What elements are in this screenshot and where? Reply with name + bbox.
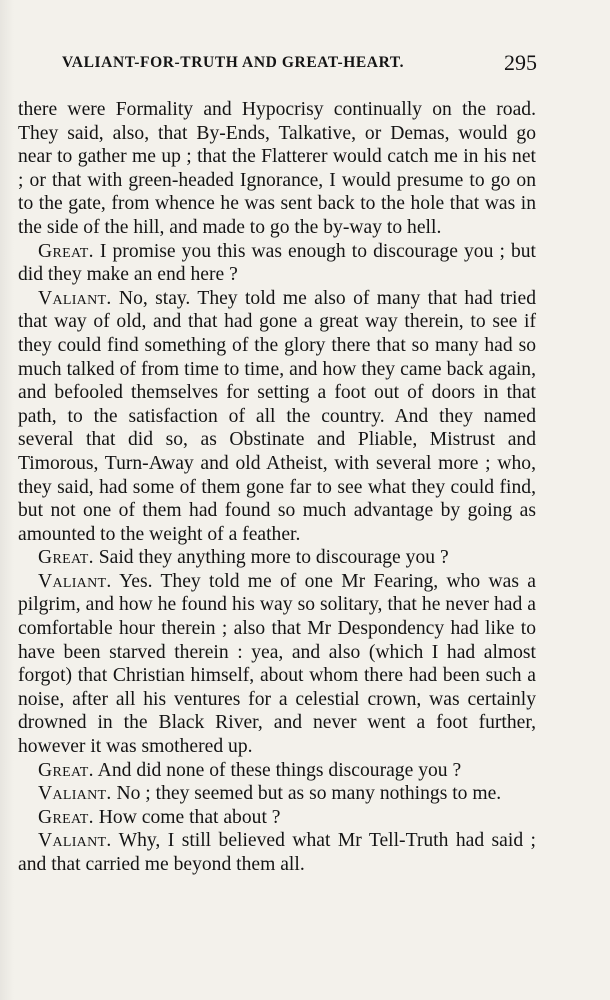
dialogue-paragraph [18,829,536,876]
speaker-name: Great. [38,547,94,569]
paragraph-text: Why, I still believed what Mr Tell-Truth had said ; and that carried me beyond them all. [18,830,536,875]
dialogue-paragraph [18,240,536,287]
paragraph-text: I promise you this was enough to discourage you ; but did they make an end here ? [18,240,536,286]
speaker-name: Valiant. [38,287,112,309]
body-text [18,98,536,877]
paragraph-text: How come that about ? [93,806,281,828]
running-head [62,50,537,78]
paragraph-text: there were Formality and Hypocrisy continually on the road. They said, also, that By-Ends, Talkative, or Demas, would go near to gather me up ; that the Flatterer would catch me in his net ; or that with green-headed Ignorance, I would presume to go on to the gate, from whence he was sent back to the hole that was in the side of the hill, and made to go the by-way to hell. [18,99,536,238]
speaker-name: Great. [38,240,94,262]
paragraph-text: And did none of these things discourage you ? [93,759,462,781]
speaker-name: Valiant. [38,570,112,592]
dialogue-paragraph [18,546,536,570]
dialogue-paragraph [18,287,536,547]
speaker-name: Valiant. [38,783,112,805]
paragraph-text: Yes. They told me of one Mr Fearing, who was a pilgrim, and how he found his way so solitary, that he never had a comfortable hour therein ; also that Mr Despondency had like to have been starved therein : yea, and also (which I had almost forgot) that Christian himself, about whom there had been such a noise, after all his ventures for a celestial crown, was certainly drowned in the Black River, and never went a foot further, however it was smothered up. [18,570,536,758]
dialogue-paragraph [18,806,536,830]
dialogue-paragraph [18,782,536,806]
speaker-name: Great. [38,759,94,781]
speaker-name: Valiant. [38,830,112,852]
paragraph-continuation [18,98,536,240]
page-number: 295 [504,50,537,75]
dialogue-paragraph [18,570,536,759]
speaker-name: Great. [38,806,94,828]
paragraph-text: No ; they seemed but as so many nothings to me. [111,783,502,805]
running-title: VALIANT-FOR-TRUTH AND GREAT-HEART. [62,54,405,71]
paragraph-text: Said they anything more to discourage you ? [93,547,449,569]
dialogue-paragraph [18,759,536,783]
paragraph-text: No, stay. They told me also of many that had tried that way of old, and that had gone a great way therein, to see if they could find something of the glory there that so many had so much talked of from time to time, and how they came back again, and befooled themselves for setting a foot out of doors in that path, to the satisfaction of all the country. And they named several that did so, as Obstinate and Pliable, Mistrust and Timorous, Turn-Away and old Atheist, with several more ; who, they said, had some of them gone far to see what they could find, but not one of them had found so much advantage by going as amounted to the weight of a feather. [18,287,536,545]
